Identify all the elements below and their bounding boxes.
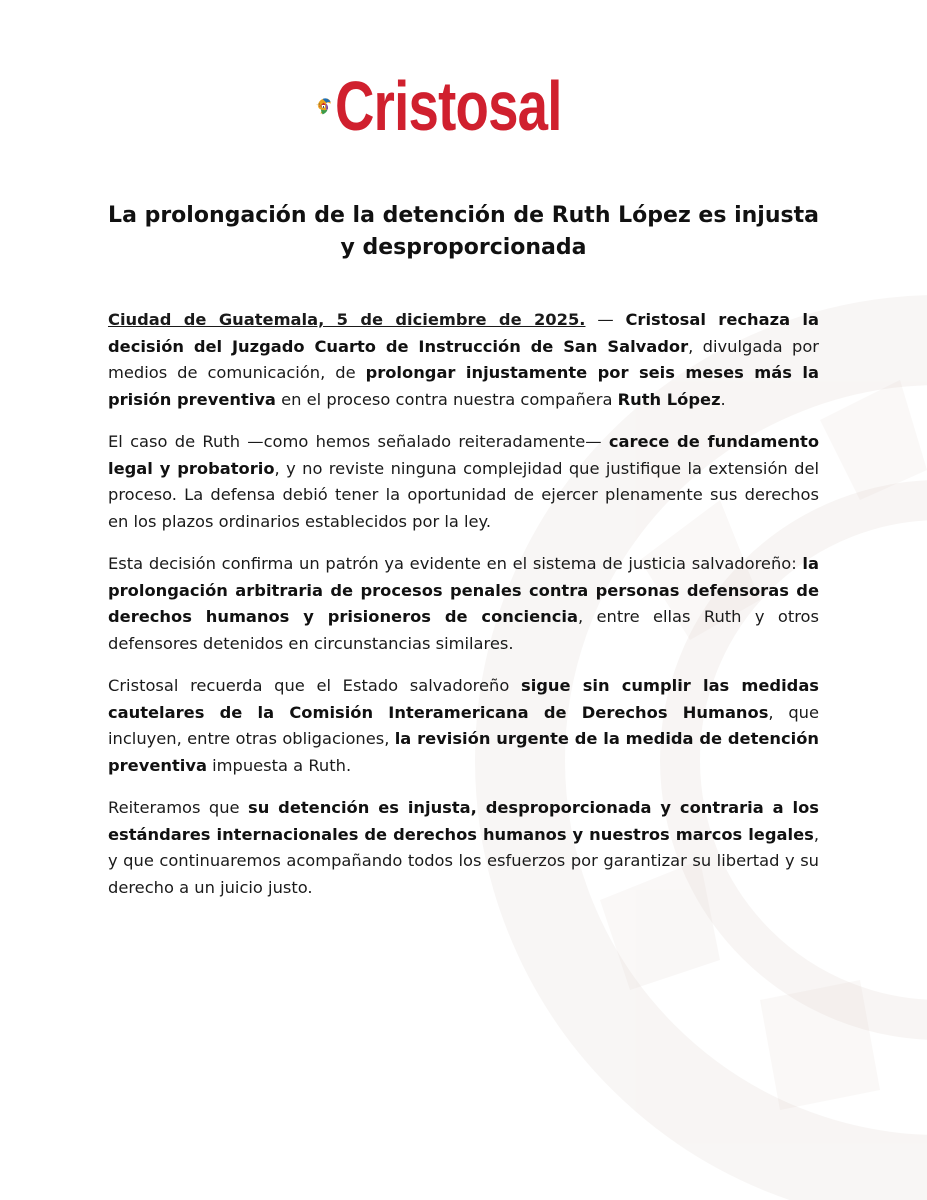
bold-text: prolongar injustamente por seis meses más la prisión preventiva (108, 363, 819, 409)
text-run: Esta decisión confirma un patrón ya evidente en el sistema de justicia salvadoreño: (108, 554, 803, 573)
text-run: , que incluyen, entre otras obligaciones, (108, 702, 819, 748)
text-run: Cristosal recuerda que el Estado salvadoreño (108, 676, 521, 695)
body-paragraph (108, 551, 819, 657)
bold-text: Cristosal rechaza la decisión del Juzgado Cuarto de Instrucción de San Salvador (108, 310, 819, 356)
bird-logo-icon (316, 64, 331, 148)
body-paragraph (108, 795, 819, 901)
text-run: — (585, 310, 626, 329)
text-run: El caso de Ruth —como hemos señalado reiteradamente— (108, 432, 609, 451)
body-paragraph (108, 307, 819, 413)
bold-text: sigue sin cumplir las medidas cautelares de la Comisión Interamericana de Derechos Humanos (108, 676, 819, 722)
cristosal-logo (316, 64, 626, 148)
text-run: Reiteramos que (108, 798, 248, 817)
text-run: , divulgada por medios de comunicación, de (108, 336, 820, 382)
text-run: , y no reviste ninguna complejidad que justifique la extensión del proceso. La defensa debió tener la oportunidad de ejercer plenamente sus derechos en los plazos ordinarios establecidos por la ley. (108, 458, 819, 531)
text-run: . (720, 389, 726, 409)
bold-text: carece de fundamento legal y probatorio (108, 432, 819, 478)
body-paragraph (108, 429, 819, 535)
bold-text: su detención es injusta, desproporcionada y contraria a los estándares internacionales de derechos humanos y nuestros marcos legales (108, 798, 819, 844)
bold-text: la revisión urgente de la medida de detención preventiva (108, 729, 819, 775)
bold-text: la prolongación arbitraria de procesos penales contra personas defensoras de derechos humanos y prisioneros de conciencia (108, 554, 819, 626)
press-release-body (108, 307, 819, 917)
text-run: , y que continuaremos acompañando todos los esfuerzos por garantizar su libertad y su derecho a un juicio justo. (108, 824, 819, 897)
bold-text: Ruth López (617, 389, 721, 409)
text-run: en el proceso contra nuestra compañera (275, 389, 618, 409)
dateline: Ciudad de Guatemala, 5 de diciembre de 2025. (108, 310, 586, 329)
text-run: , entre ellas Ruth y otros defensores detenidos en circunstancias similares. (108, 607, 819, 653)
brand-wordmark: Cristosal (335, 67, 563, 145)
text-run: impuesta a Ruth. (206, 755, 352, 775)
press-release-title: La prolongación de la detención de Ruth López es injusta y desproporcionada (108, 203, 819, 260)
body-paragraph (108, 673, 819, 779)
